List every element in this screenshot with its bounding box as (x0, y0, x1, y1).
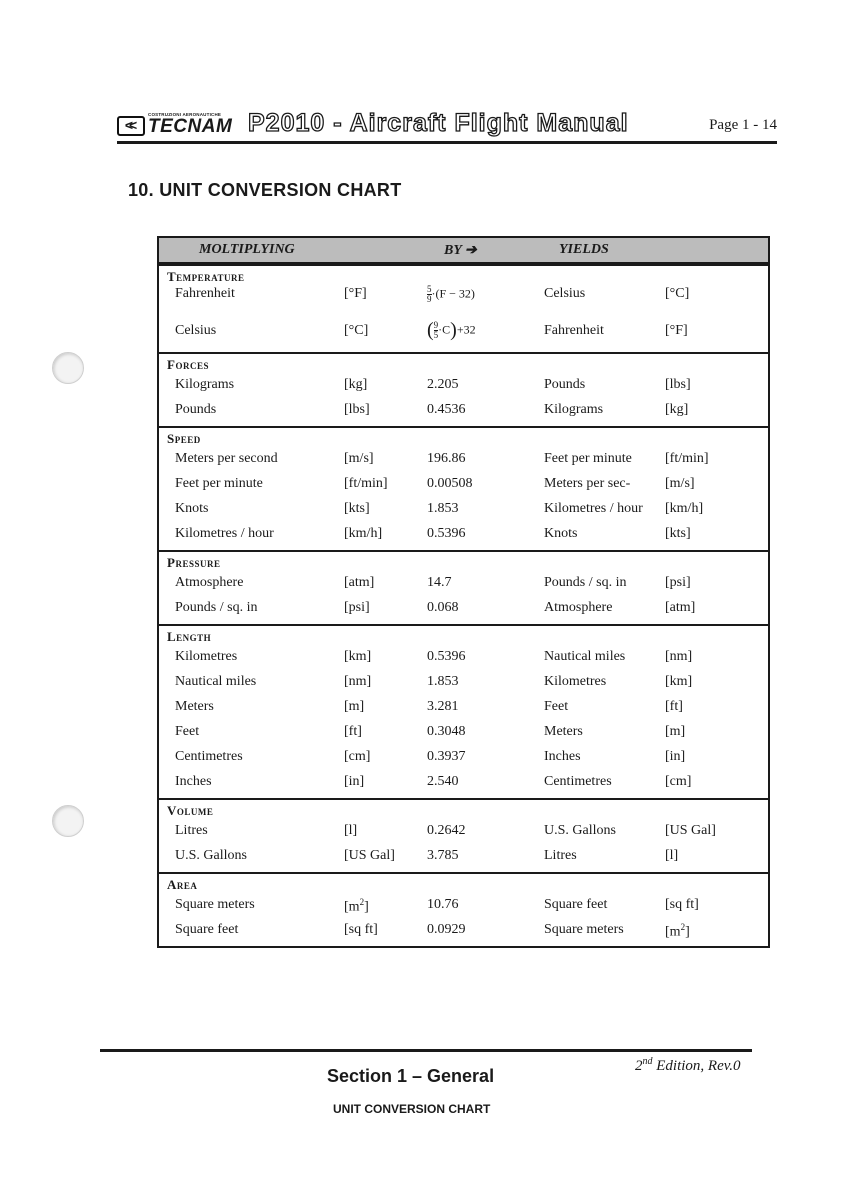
page-header (117, 104, 777, 140)
from-unit-symbol: [°F] (344, 286, 367, 301)
col-header-by: BY ➔ (444, 243, 477, 258)
to-unit-name: Kilometres / hour (544, 501, 643, 516)
table-row (159, 374, 768, 399)
to-unit-symbol: [kg] (665, 402, 689, 417)
table-row (159, 721, 768, 746)
to-unit-name: Celsius (544, 286, 586, 301)
group-title: Volume (167, 803, 214, 818)
from-unit-name: Litres (175, 823, 208, 838)
table-row (159, 399, 768, 424)
conversion-factor: 0.4536 (427, 402, 466, 417)
from-unit-name: Pounds (175, 402, 217, 417)
group-speed (159, 426, 768, 550)
col-header-yields: YIELDS (559, 242, 609, 257)
to-unit-name: Feet (544, 699, 569, 714)
table-header (159, 238, 768, 264)
table-row (159, 746, 768, 771)
from-unit-symbol: [km] (344, 649, 372, 664)
from-unit-name: Square meters (175, 897, 255, 912)
to-unit-symbol: [ft] (665, 699, 683, 714)
to-unit-name: U.S. Gallons (544, 823, 616, 838)
to-unit-name: Square meters (544, 922, 624, 937)
from-unit-name: Nautical miles (175, 674, 257, 689)
conversion-factor: 0.2642 (427, 823, 466, 838)
to-unit-symbol: [kts] (665, 526, 691, 541)
from-unit-symbol: [m/s] (344, 451, 374, 466)
logo-tagline: COSTRUZIONI AERONAUTICHE (148, 112, 222, 117)
formula-denominator: 9 (427, 294, 432, 304)
section-heading: 10. UNIT CONVERSION CHART (128, 180, 402, 200)
from-unit-symbol: [nm] (344, 674, 372, 689)
table-row (159, 572, 768, 597)
table-row (159, 919, 768, 944)
table-row (159, 671, 768, 696)
to-unit-symbol: [l] (665, 848, 679, 863)
to-unit-symbol: [sq ft] (665, 897, 699, 912)
to-unit-name: Nautical miles (544, 649, 626, 664)
formula-numerator: 5 (427, 284, 432, 294)
table-row (159, 320, 768, 350)
to-unit-symbol: [m] (665, 724, 686, 739)
table-row (159, 523, 768, 548)
to-unit-symbol: [km] (665, 674, 693, 689)
conversion-factor: 0.0929 (427, 922, 466, 937)
logo-mark-icon: << (117, 116, 145, 136)
group-title: Temperature (167, 269, 245, 284)
from-unit-symbol: [kts] (344, 501, 370, 516)
conversion-factor: 2.205 (427, 377, 459, 392)
footer-section-title: Section 1 – General (327, 1066, 495, 1086)
to-unit-symbol: [lbs] (665, 377, 691, 392)
from-unit-name: Feet (175, 724, 200, 739)
from-unit-symbol: [m] (344, 699, 365, 714)
formula-rest: +32 (456, 322, 476, 337)
to-unit-name: Meters per sec- (544, 476, 631, 491)
conversion-factor: 1.853 (427, 501, 459, 516)
table-row (159, 646, 768, 671)
conversion-formula (427, 285, 475, 304)
from-unit-name: U.S. Gallons (175, 848, 247, 863)
binder-hole-bottom (52, 805, 84, 837)
to-unit-name: Inches (544, 749, 581, 764)
from-unit-symbol: [lbs] (344, 402, 370, 417)
table-row (159, 894, 768, 919)
group-title: Speed (167, 431, 201, 446)
to-unit-symbol: [atm] (665, 600, 696, 615)
conversion-factor: 0.00508 (427, 476, 473, 491)
footer-subtitle: UNIT CONVERSION CHART (333, 1102, 491, 1116)
formula-rest: ·(F − 32) (431, 286, 475, 301)
from-unit-symbol: [km/h] (344, 526, 383, 541)
to-unit-name: Pounds (544, 377, 586, 392)
from-unit-name: Knots (175, 501, 209, 516)
to-unit-symbol: $[m^2]$ (665, 922, 690, 940)
from-unit-name: Kilometres / hour (175, 526, 274, 541)
logo-name: TECNAM (148, 116, 233, 137)
to-unit-symbol: [km/h] (665, 501, 704, 516)
conversion-formula: ( $\frac{9}{5}$ ·C)+32 (427, 319, 476, 341)
to-unit-symbol: [nm] (665, 649, 693, 664)
conversion-factor: 196.86 (427, 451, 466, 466)
to-unit-name: Atmosphere (544, 600, 613, 615)
group-title: Area (167, 877, 198, 892)
table-row (159, 597, 768, 622)
page-number: Page 1 - 14 (709, 117, 777, 133)
from-unit-symbol: [in] (344, 774, 365, 789)
from-unit-name: Kilometres (175, 649, 238, 664)
col-header-multiplying: MOLTIPLYING (199, 242, 295, 257)
to-unit-symbol: [US Gal] (665, 823, 716, 838)
to-unit-symbol: [psi] (665, 575, 691, 590)
to-unit-name: Centimetres (544, 774, 612, 789)
formula-mid: ·C (438, 322, 451, 337)
to-unit-name: Square feet (544, 897, 608, 912)
group-volume (159, 798, 768, 872)
table-row (159, 448, 768, 473)
from-unit-symbol: [psi] (344, 600, 370, 615)
from-unit-symbol: [sq ft] (344, 922, 378, 937)
group-title: Pressure (167, 555, 221, 570)
group-forces (159, 352, 768, 426)
from-unit-name: Celsius (175, 323, 217, 338)
table-row (159, 498, 768, 523)
table-row (159, 696, 768, 721)
to-unit-symbol: [in] (665, 749, 686, 764)
from-unit-symbol: [US Gal] (344, 848, 395, 863)
conversion-factor: 2.540 (427, 774, 459, 789)
header-rule (117, 141, 777, 144)
conversion-factor: 10.76 (427, 897, 459, 912)
from-unit-symbol: [ft] (344, 724, 362, 739)
from-unit-symbol: [ft/min] (344, 476, 388, 491)
manual-title: P2010 - Aircraft Flight Manual (248, 109, 629, 137)
to-unit-symbol: [ft/min] (665, 451, 709, 466)
to-unit-name: Knots (544, 526, 578, 541)
footer-rule (100, 1049, 752, 1052)
binder-hole-top (52, 352, 84, 384)
from-unit-symbol: [atm] (344, 575, 375, 590)
to-unit-symbol: [cm] (665, 774, 692, 789)
from-unit-name: Kilograms (175, 377, 235, 392)
from-unit-symbol: $[m^2]$ (344, 897, 369, 915)
group-temperature (159, 264, 768, 352)
from-unit-symbol: [l] (344, 823, 358, 838)
formula-denominator: 5 (433, 330, 439, 340)
conversion-factor: 14.7 (427, 575, 452, 590)
group-title: Forces (167, 357, 209, 372)
tecnam-logo (117, 110, 242, 140)
table-row (159, 820, 768, 845)
from-unit-name: Meters per second (175, 451, 278, 466)
to-unit-name: Kilometres (544, 674, 607, 689)
to-unit-symbol: [°F] (665, 323, 688, 338)
table-row (159, 473, 768, 498)
formula-numerator: 9 (433, 320, 439, 330)
from-unit-symbol: [°C] (344, 323, 369, 338)
group-pressure (159, 550, 768, 624)
to-unit-name: Pounds / sq. in (544, 575, 627, 590)
from-unit-name: Centimetres (175, 749, 243, 764)
from-unit-symbol: [kg] (344, 377, 368, 392)
conversion-factor: 3.785 (427, 848, 459, 863)
to-unit-name: Feet per minute (544, 451, 632, 466)
group-title: Length (167, 629, 212, 644)
from-unit-name: Pounds / sq. in (175, 600, 258, 615)
table-row (159, 845, 768, 870)
conversion-factor: 0.5396 (427, 649, 466, 664)
from-unit-name: Feet per minute (175, 476, 263, 491)
group-area (159, 872, 768, 946)
conversion-factor: 0.068 (427, 600, 459, 615)
conversion-factor: 0.5396 (427, 526, 466, 541)
to-unit-symbol: [m/s] (665, 476, 695, 491)
to-unit-name: Litres (544, 848, 577, 863)
from-unit-name: Meters (175, 699, 214, 714)
conversion-factor: 3.281 (427, 699, 459, 714)
edition-label: 2nd Edition, Rev.0 (635, 1056, 741, 1074)
to-unit-name: Meters (544, 724, 583, 739)
table-row (159, 771, 768, 796)
conversion-factor: 0.3048 (427, 724, 466, 739)
to-unit-symbol: [°C] (665, 286, 690, 301)
unit-conversion-table (157, 236, 770, 948)
from-unit-name: Inches (175, 774, 212, 789)
table-row (159, 286, 768, 320)
from-unit-symbol: [cm] (344, 749, 371, 764)
to-unit-name: Kilograms (544, 402, 604, 417)
conversion-factor: 0.3937 (427, 749, 466, 764)
conversion-factor: 1.853 (427, 674, 459, 689)
from-unit-name: Fahrenheit (175, 286, 235, 301)
from-unit-name: Atmosphere (175, 575, 244, 590)
from-unit-name: Square feet (175, 922, 239, 937)
to-unit-name: Fahrenheit (544, 323, 604, 338)
group-length (159, 624, 768, 798)
